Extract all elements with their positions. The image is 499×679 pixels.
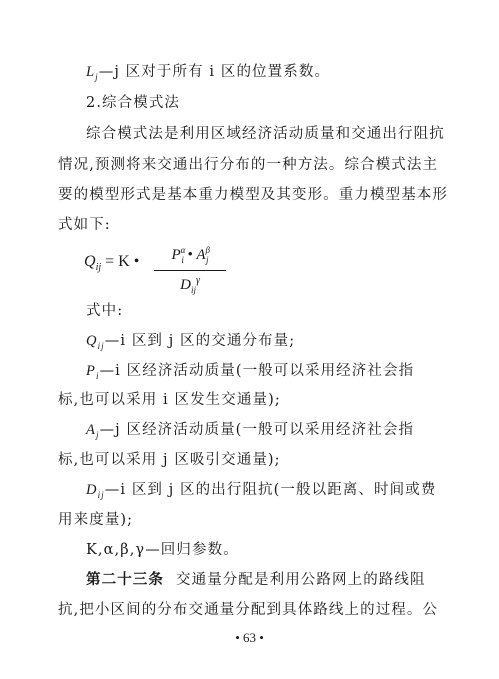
where-label: 式中: [86, 303, 124, 319]
fraction-bar [154, 270, 226, 271]
symbol-L-sub: j [95, 71, 99, 82]
page-number: • 63 • [235, 630, 264, 645]
paragraph-line-3: 要的模型形式是基本重力模型及其变形。重力模型基本形 [58, 187, 448, 203]
def-P-line-1: $P_i—i$ 区经济活动质量(一般可以采用经济社会指 [86, 363, 415, 381]
symbol-L: L [86, 64, 96, 80]
gravity-model-formula [84, 241, 284, 295]
paragraph-line-1: 综合模式法是利用区域经济活动质量和交通出行阻抗 [86, 126, 445, 142]
def-params: K,α,β,γ—回归参数。 [86, 542, 239, 558]
paragraph-line-2: 情况,预测将来交通出行分布的一种方法。综合模式法主 [58, 157, 439, 173]
def-D-line-1: $D_{ij}—i$ 区到 j 区的出行阻抗(一般以距离、时间或费 [86, 482, 437, 500]
def-A-line-2: 标,也可以采用 j 区吸引交通量); [58, 452, 281, 468]
formula-fraction [154, 241, 226, 299]
paragraph-line-4: 式如下: [58, 217, 111, 233]
def-A-line-1: $A_j—j$ 区经济活动质量(一般可以采用经济社会指 [86, 422, 415, 440]
article-23-line-1: 第二十三条 交通量分配是利用公路网上的路线阻 [86, 571, 426, 588]
formula-numerator: $P^\alpha_i$ • $A^\beta_j$ [171, 245, 211, 265]
formula-lhs: $Q_{ij} = K$ • [84, 253, 140, 274]
text-line-1 [0, 62, 499, 87]
article-23-line-2: 抗,把小区间的分布交通量分配到具体路线上的过程。公 [58, 602, 439, 618]
def-P-line-2: 标,也可以采用 i 区发生交通量); [58, 392, 281, 408]
def-D-line-2: 用来度量); [58, 512, 134, 528]
def-Q: $Q_{ij}—i$ 区到 j 区的交通分布量; [86, 333, 296, 351]
formula-denominator: $D_{ij}^\gamma$ [180, 275, 200, 295]
section-heading: 2.综合模式法 [86, 95, 181, 111]
text-L-def: —j 区对于所有 i 区的位置系数。 [98, 64, 331, 80]
article-number: 第二十三条 [86, 571, 164, 588]
